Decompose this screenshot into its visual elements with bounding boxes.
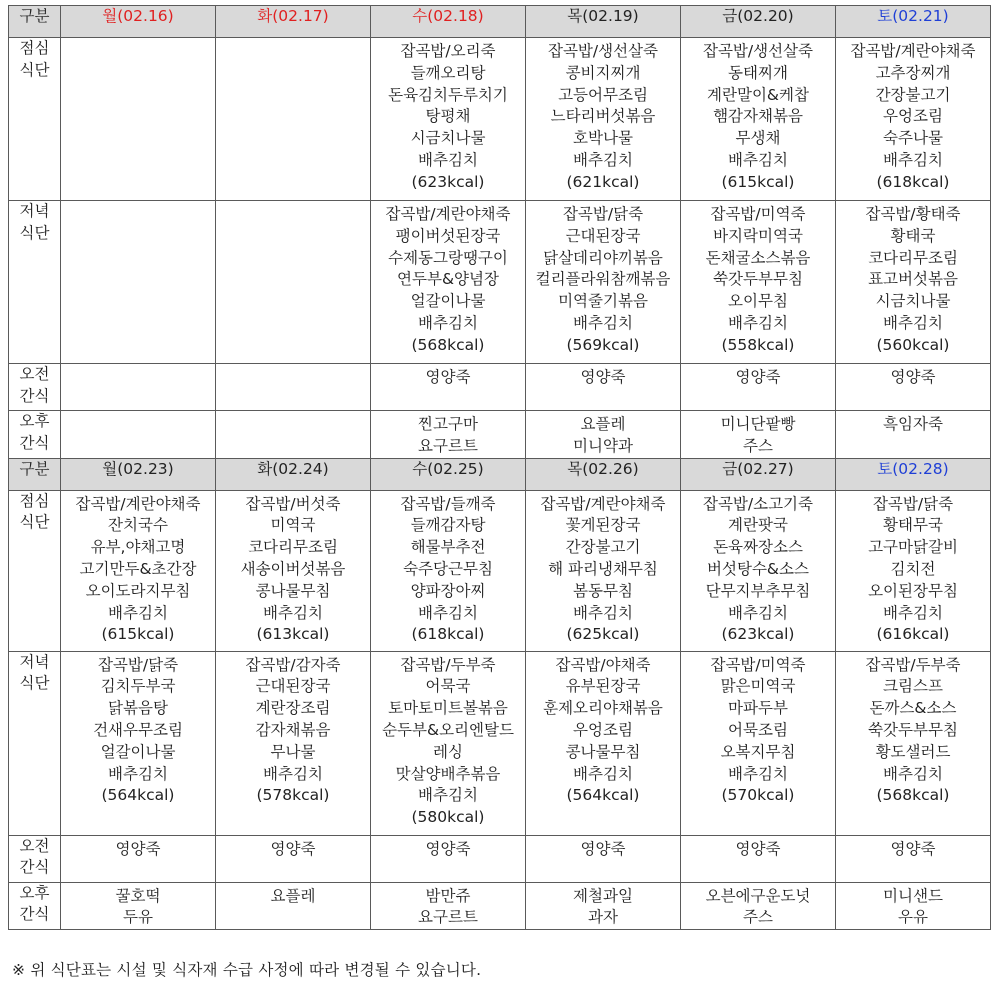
menu-item: 찐고구마 [418,415,478,433]
week1-pm-snack-cell-2 [371,411,526,459]
menu-item: 미니샌드 [883,886,943,905]
menu-item: 잡곡밥/야채죽 [555,655,651,674]
row-label-line: 오후 [19,883,50,902]
week2-am-snack-cell-5 [836,835,991,882]
menu-item: 배추김치 [883,150,943,169]
menu-item: (570kcal) [721,786,795,805]
menu-item: 시금치나물 [410,129,486,148]
menu-item: 요구르트 [418,908,478,927]
menu-item: 흑임자죽 [883,415,943,433]
menu-item: 토마토미트볼볶음 [388,699,508,718]
week1-dinner-cell-2 [371,201,526,364]
menu-item: 배추김치 [883,764,943,783]
menu-item: 잡곡밥/미역죽 [710,205,806,223]
day-name: 수 [412,7,428,25]
menu-item: 배추김치 [108,764,168,783]
menu-item: 순두부&오리엔탈드 [382,720,514,739]
day-date: (02.19) [582,7,639,25]
menu-item: 요플레 [580,415,626,433]
menu-item: 제철과일 [573,886,633,905]
row-label-line: 점심 [19,39,50,57]
menu-item: 오븐에구운도넛 [705,886,811,905]
week2-dinner-cell-4 [681,651,836,835]
menu-item: 계란말이&케찹 [707,85,809,104]
week2-dinner-row [9,651,991,835]
row-label-line: 간식 [19,386,50,405]
menu-item: 오이무침 [728,292,788,311]
menu-item: 버섯탕수&소스 [707,559,809,578]
menu-item: (615kcal) [101,625,175,644]
day-name: 화 [257,459,273,478]
week2-day-header-3 [526,458,681,490]
menu-item: 콩나물무침 [255,581,331,600]
menu-item: 김치두부국 [100,677,176,696]
menu-item: 배추김치 [573,603,633,622]
menu-item: (615kcal) [721,172,795,191]
week1-lunch-cell-4 [681,38,836,201]
menu-item: 김치전 [890,559,936,578]
week2-day-header-0 [61,458,216,490]
menu-item: (618kcal) [876,172,950,191]
menu-item: 숙주당근무침 [403,559,493,578]
week2-dinner-cell-1 [216,651,371,835]
menu-item: 연두부&양념장 [397,270,499,289]
row-label-line: 식단 [19,513,50,532]
menu-item: 영양죽 [425,368,471,386]
menu-item: 해물부추전 [410,538,486,557]
week1-pm-snack-cell-4 [681,411,836,459]
menu-item: 쑥갓두부무침 [868,720,958,739]
week2-am-snack-cell-3 [526,835,681,882]
menu-item: 잡곡밥/두부죽 [865,655,961,674]
menu-item: 표고버섯볶음 [868,270,958,289]
menu-item: 영양죽 [115,839,161,858]
week2-pm-snack-cell-1 [216,882,371,930]
week1-day-header-5 [836,6,991,38]
row-label-line: 식단 [19,674,50,693]
day-name: 토 [877,7,893,25]
day-date: (02.20) [737,7,794,25]
menu-item: 잡곡밥/미역죽 [710,655,806,674]
week1-am-snack-cell-1 [216,364,371,411]
menu-item: 쑥갓두부무침 [713,270,803,289]
menu-item: 코다리무조림 [868,248,958,267]
meal-plan-table [8,5,991,930]
week1-lunch-cell-1 [216,38,371,201]
menu-item: 오이된장무침 [868,581,958,600]
menu-item: 맛살양배추볶음 [395,764,501,783]
day-date: (02.17) [272,7,329,25]
week1-day-header-3 [526,6,681,38]
menu-item: 영양죽 [735,368,781,386]
week2-am-snack-cell-1 [216,835,371,882]
row-label-line: 식단 [19,223,50,242]
menu-item: 봄동무침 [573,581,633,600]
week1-am-snack-cell-0 [61,364,216,411]
week1-dinner-cell-0 [61,201,216,364]
week1-lunch-row [9,38,991,201]
day-date: (02.26) [582,459,639,478]
week2-lunch-cell-2 [371,490,526,651]
week2-day-header-5 [836,458,991,490]
menu-item: 들깨오리탕 [410,63,486,82]
menu-item: 황태무국 [883,516,943,535]
menu-item: (569kcal) [566,335,640,354]
menu-item: 숙주나물 [883,129,943,148]
week1-day-header-1 [216,6,371,38]
menu-item: 영양죽 [580,368,626,386]
menu-item: (568kcal) [876,786,950,805]
dinner-label [9,651,61,835]
week1-pm-snack-cell-5 [836,411,991,459]
menu-item: 고기만두&초간장 [79,559,197,578]
menu-item: 훈제오리야채볶음 [543,699,663,718]
row-label-line: 식단 [19,60,50,79]
menu-item: 영양죽 [425,839,471,858]
menu-item: 닭볶음탕 [108,699,168,718]
menu-item: 수제동그랑땡구이 [388,248,508,267]
menu-item: 감자채볶음 [255,720,331,739]
menu-item: 돈까스&소스 [869,699,957,718]
menu-item: 배추김치 [573,150,633,169]
menu-item: 호박나물 [573,129,633,148]
week2-am-snack-row [9,835,991,882]
week1-lunch-cell-2 [371,38,526,201]
week1-dinner-cell-5 [836,201,991,364]
menu-item: 배추김치 [108,603,168,622]
lunch-label [9,490,61,651]
menu-item: 들깨감자탕 [410,516,486,535]
week2-lunch-cell-5 [836,490,991,651]
menu-item: 크림스프 [883,677,943,696]
menu-item: 잡곡밥/계란야채죽 [540,494,666,513]
menu-item: (578kcal) [256,786,330,805]
week2-day-header-4 [681,458,836,490]
week1-dinner-cell-4 [681,201,836,364]
menu-item: 우엉조림 [883,107,943,126]
menu-item: (623kcal) [411,172,485,191]
menu-item: 콩비지찌개 [565,63,641,82]
menu-item: (558kcal) [721,335,795,354]
menu-item: 잡곡밥/계란야채죽 [385,205,511,223]
week1-am-snack-cell-2 [371,364,526,411]
menu-item: 잡곡밥/계란야채죽 [75,494,201,513]
menu-item: 미니약과 [573,436,633,455]
day-name: 수 [412,459,428,478]
menu-item: 배추김치 [418,603,478,622]
week1-pm-snack-cell-3 [526,411,681,459]
row-label-line: 오전 [19,365,50,383]
menu-item: 잡곡밥/닭죽 [97,655,179,674]
menu-item: 배추김치 [418,313,478,332]
menu-item: 햄감자채볶음 [713,107,803,126]
week2-dinner-cell-0 [61,651,216,835]
menu-item: 배추김치 [573,313,633,332]
menu-item: 꿀호떡 [115,886,161,905]
row-label-line: 간식 [19,905,50,924]
menu-item: (616kcal) [876,625,950,644]
menu-item: 영양죽 [270,839,316,858]
menu-item: 우유 [898,908,928,927]
week1-lunch-cell-0 [61,38,216,201]
menu-item: (580kcal) [411,808,485,827]
day-date: (02.25) [427,459,484,478]
menu-item: 배추김치 [883,313,943,332]
week1-am-snack-cell-4 [681,364,836,411]
week1-am-snack-cell-3 [526,364,681,411]
menu-item: 콩나물무침 [565,742,641,761]
row-label-line: 간식 [19,858,50,877]
menu-item: 유부,야채고명 [90,538,186,557]
week2-am-snack-cell-0 [61,835,216,882]
menu-item: 잡곡밥/생선살죽 [547,42,659,60]
menu-item: 동태찌개 [728,63,788,82]
menu-item: (560kcal) [876,335,950,354]
menu-item: 느타리버섯볶음 [550,107,656,126]
day-date: (02.28) [892,459,949,478]
row-label-line: 점심 [19,491,50,510]
menu-item: 미역줄기볶음 [558,292,648,311]
menu-item: 어묵국 [425,677,471,696]
pm-snack-label [9,882,61,930]
menu-item: 바지락미역국 [713,226,803,245]
menu-item: 잡곡밥/버섯죽 [245,494,341,513]
menu-item: 단무지부추무침 [705,581,811,600]
week2-pm-snack-cell-3 [526,882,681,930]
category-header: 구분 [9,6,61,38]
day-name: 토 [877,459,893,478]
category-header: 구분 [9,458,61,490]
menu-item: 계란팟국 [728,516,788,535]
dinner-label [9,201,61,364]
menu-item: 배추김치 [573,764,633,783]
menu-item: 돈육짜장소스 [713,538,803,557]
week1-am-snack-row [9,364,991,411]
lunch-label [9,38,61,201]
day-date: (02.27) [737,459,794,478]
menu-item: 잡곡밥/감자죽 [245,655,341,674]
menu-item: 잡곡밥/오리죽 [400,42,496,60]
menu-item: 얼갈이나물 [410,292,486,311]
menu-item: 해 파리냉채무침 [548,559,658,578]
menu-item: 잡곡밥/황태죽 [865,205,961,223]
day-name: 목 [567,7,583,25]
week2-pm-snack-cell-0 [61,882,216,930]
menu-item: 꽃게된장국 [565,516,641,535]
menu-item: 간장불고기 [565,538,641,557]
menu-item: 배추김치 [263,603,323,622]
menu-item: 영양죽 [890,839,936,858]
menu-item: 미니단팥빵 [720,415,796,433]
menu-item: 요구르트 [418,436,478,455]
menu-item: 잡곡밥/소고기죽 [702,494,814,513]
menu-item: 근대된장국 [565,226,641,245]
week2-dinner-cell-2 [371,651,526,835]
menu-item: 주스 [743,436,773,455]
week1-dinner-cell-1 [216,201,371,364]
menu-item: (613kcal) [256,625,330,644]
menu-item: 고등어무조림 [558,85,648,104]
week1-day-header-2 [371,6,526,38]
menu-item: 주스 [743,908,773,927]
menu-item: 건새우무조림 [93,720,183,739]
menu-item: 간장불고기 [875,85,951,104]
menu-item: (564kcal) [566,786,640,805]
week2-pm-snack-cell-2 [371,882,526,930]
week2-lunch-cell-3 [526,490,681,651]
menu-item: 잡곡밥/들깨죽 [400,494,496,513]
week2-lunch-cell-4 [681,490,836,651]
menu-item: 잡곡밥/계란야채죽 [850,42,976,60]
menu-item: 어묵조림 [728,720,788,739]
week1-pm-snack-row [9,411,991,459]
menu-item: (625kcal) [566,625,640,644]
day-name: 월 [102,7,118,25]
menu-item: 맑은미역국 [720,677,796,696]
day-date: (02.16) [117,7,174,25]
week2-lunch-cell-0 [61,490,216,651]
menu-item: 근대된장국 [255,677,331,696]
menu-item: 유부된장국 [565,677,641,696]
pm-snack-label [9,411,61,459]
menu-item: 배추김치 [418,786,478,805]
am-snack-label [9,364,61,411]
menu-item: 미역국 [270,516,316,535]
am-snack-label [9,835,61,882]
menu-item: 닭살데리야끼볶음 [543,248,663,267]
menu-item: 황도샐러드 [875,742,951,761]
menu-item: 잡곡밥/두부죽 [400,655,496,674]
menu-item: 돈채굴소스볶음 [705,248,811,267]
week2-header-row [9,458,991,490]
week1-header-row [9,6,991,38]
menu-item: 무생채 [735,129,781,148]
day-date: (02.18) [427,7,484,25]
menu-item: 배추김치 [418,150,478,169]
menu-item: (568kcal) [411,335,485,354]
menu-item: (621kcal) [566,172,640,191]
week2-am-snack-cell-2 [371,835,526,882]
day-date: (02.23) [117,459,174,478]
menu-item: 오복지무침 [720,742,796,761]
day-name: 금 [722,459,738,478]
menu-item: 컬리플라워참깨볶음 [535,270,671,289]
day-name: 금 [722,7,738,25]
menu-item: 영양죽 [735,839,781,858]
menu-item: 고추장찌개 [875,63,951,82]
week2-pm-snack-cell-5 [836,882,991,930]
menu-item: 돈육김치두루치기 [388,85,508,104]
menu-item: (623kcal) [721,625,795,644]
day-name: 월 [102,459,118,478]
menu-item: (618kcal) [411,625,485,644]
menu-item: 배추김치 [728,603,788,622]
menu-item: 양파장아찌 [410,581,486,600]
menu-item: 오이도라지무침 [85,581,191,600]
menu-item: 무나물 [270,742,316,761]
menu-item: 황태국 [890,226,936,245]
menu-item: (564kcal) [101,786,175,805]
week2-dinner-cell-3 [526,651,681,835]
menu-item: 고구마닭갈비 [868,538,958,557]
day-date: (02.24) [272,459,329,478]
footnote: ※ 위 식단표는 시설 및 식자재 수급 사정에 따라 변경될 수 있습니다. [12,961,482,979]
menu-item: 레싱 [433,742,463,761]
week1-lunch-cell-3 [526,38,681,201]
menu-item: 코다리무조림 [248,538,338,557]
menu-item: 배추김치 [728,313,788,332]
menu-item: 두유 [123,908,153,927]
day-name: 화 [257,7,273,25]
menu-item: 잡곡밥/닭죽 [872,494,954,513]
menu-item: 영양죽 [580,839,626,858]
menu-item: 요플레 [270,886,316,905]
menu-item: 과자 [588,908,618,927]
menu-item: 탕평채 [425,107,471,126]
week2-pm-snack-cell-4 [681,882,836,930]
menu-item: 잡곡밥/생선살죽 [702,42,814,60]
week1-lunch-cell-5 [836,38,991,201]
row-label-line: 간식 [19,433,50,452]
week1-pm-snack-cell-0 [61,411,216,459]
menu-item: 영양죽 [890,368,936,386]
menu-item: 밤만쥬 [425,886,471,905]
menu-item: 배추김치 [263,764,323,783]
menu-item: 얼갈이나물 [100,742,176,761]
week1-day-header-0 [61,6,216,38]
week2-dinner-cell-5 [836,651,991,835]
week2-day-header-1 [216,458,371,490]
menu-item: 마파두부 [728,699,788,718]
row-label-line: 저녁 [19,652,50,671]
menu-item: 새송이버섯볶음 [240,559,346,578]
menu-item: 우엉조림 [573,720,633,739]
row-label-line: 오전 [19,836,50,855]
week2-am-snack-cell-4 [681,835,836,882]
week2-lunch-row [9,490,991,651]
menu-item: 잔치국수 [108,516,168,535]
menu-item: 배추김치 [728,150,788,169]
day-date: (02.21) [892,7,949,25]
week1-dinner-cell-3 [526,201,681,364]
week2-lunch-cell-1 [216,490,371,651]
week1-day-header-4 [681,6,836,38]
week1-am-snack-cell-5 [836,364,991,411]
menu-item: 배추김치 [728,764,788,783]
row-label-line: 저녁 [19,202,50,220]
row-label-line: 오후 [19,412,50,430]
week1-dinner-row [9,201,991,364]
week2-pm-snack-row [9,882,991,930]
week2-day-header-2 [371,458,526,490]
week1-pm-snack-cell-1 [216,411,371,459]
menu-item: 배추김치 [883,603,943,622]
menu-item: 시금치나물 [875,292,951,311]
menu-item: 잡곡밥/닭죽 [562,205,644,223]
menu-item: 팽이버섯된장국 [395,226,501,245]
day-name: 목 [567,459,583,478]
menu-item: 계란장조림 [255,699,331,718]
